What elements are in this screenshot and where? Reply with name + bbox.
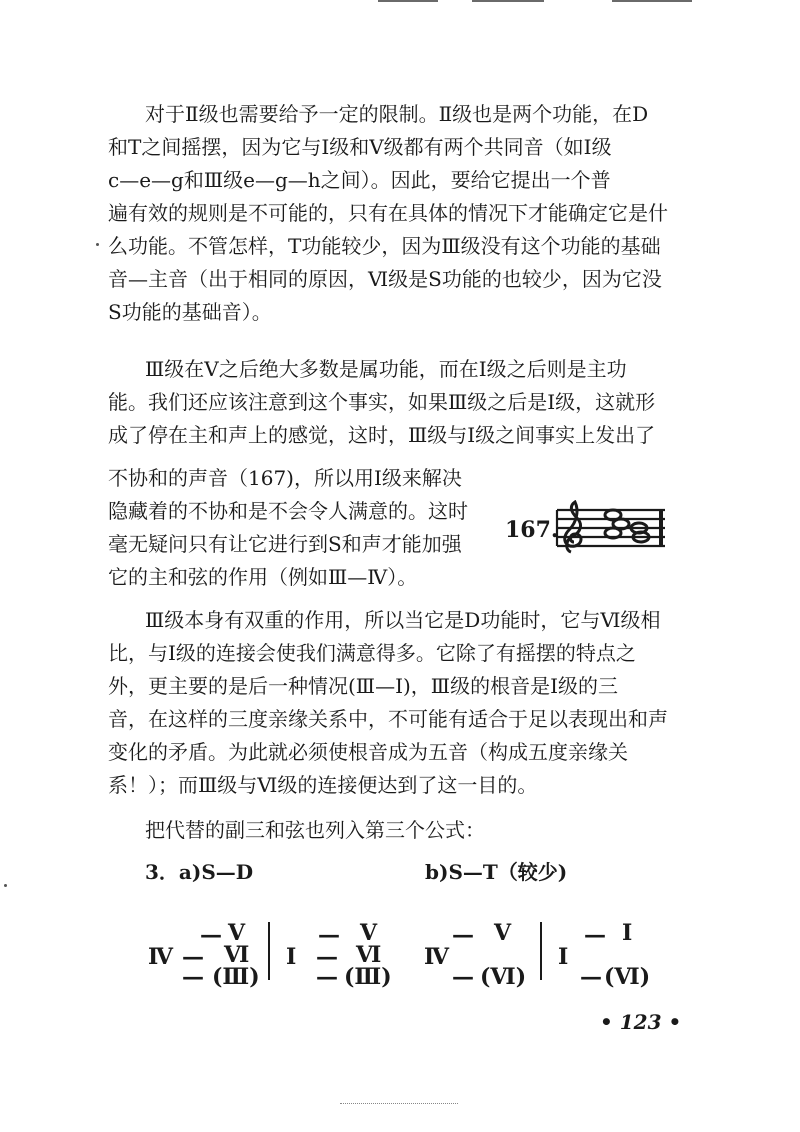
chord-lower: (Ⅵ) [604, 964, 651, 990]
text-line: 毫无疑问只有让它进行到S和声才能加强 [108, 532, 462, 556]
scan-speck [4, 884, 7, 887]
text-line: Ⅲ级本身有双重的作用，所以当它是D功能时，它与Ⅵ级相 [145, 608, 661, 632]
text-line: 不协和的声音（167)，所以用Ⅰ级来解决 [108, 466, 462, 490]
text-line: 音—主音（出于相同的原因，Ⅵ级是S功能的也较少，因为它没 [108, 267, 662, 291]
paragraph-2 [108, 353, 686, 452]
chord-dash: — [316, 944, 338, 970]
chord-lower: (Ⅲ) [212, 964, 260, 990]
text-line: S功能的基础音）。 [108, 300, 272, 324]
chord-upper: Ⅴ [360, 920, 378, 946]
text-line: 和T之间摇摆，因为它与Ⅰ级和Ⅴ级都有两个共同音（如Ⅰ级 [108, 135, 612, 159]
text-line: 么功能。不管怎样，T功能较少，因为Ⅲ级没有这个功能的基础 [108, 234, 661, 258]
text-line: 变化的矛盾。为此就必须使根音成为五音（构成五度亲缘关 [108, 740, 628, 764]
text-line: 系！）；而Ⅲ级与Ⅵ级的连接便达到了这一目的。 [108, 773, 538, 797]
page-number: • 123 • [600, 1010, 682, 1034]
barline [268, 922, 270, 980]
text-line: c—e—g和Ⅲ级e—g—h之间）。因此，要给它提出一个普 [108, 168, 611, 192]
chord-lower: (Ⅵ) [480, 964, 527, 990]
chord-root: Ⅰ [286, 944, 297, 970]
example-label: 167. [505, 517, 559, 543]
chord-root: Ⅳ [148, 944, 173, 970]
paragraph-3 [108, 462, 488, 594]
text-line: Ⅲ级在Ⅴ之后绝大多数是属功能，而在Ⅰ级之后则是主功 [145, 357, 627, 381]
chord-upper-dash: — [452, 922, 474, 948]
text-line: 音，在这样的三度亲缘关系中，不可能有适合于足以表现出和声 [108, 707, 668, 731]
chord-upper: Ⅴ [494, 920, 512, 946]
text-line: 成了停在主和声上的感觉，这时，Ⅲ级与Ⅰ级之间事实上发出了 [108, 423, 656, 447]
chord-upper-dash: — [584, 922, 606, 948]
chord-upper-dash: — [200, 922, 222, 948]
paragraph-1 [108, 98, 686, 329]
chord-upper: Ⅴ [228, 920, 246, 946]
text-line: 比，与Ⅰ级的连接会使我们满意得多。它除了有摇摆的特点之 [108, 641, 636, 665]
chord-middle: Ⅵ [356, 942, 382, 968]
chord-root: Ⅳ [424, 944, 449, 970]
text-line: 遍有效的规则是不可能的，只有在具体的情况下才能确定它是什 [108, 201, 668, 225]
music-example-167 [555, 500, 667, 556]
scan-edge-line [612, 0, 692, 2]
text-line: 把代替的副三和弦也列入第三个公式： [145, 818, 485, 842]
chord-root: Ⅰ [558, 944, 569, 970]
text-line: 它的主和弦的作用（例如Ⅲ—Ⅳ）。 [108, 565, 418, 589]
formula-3a: 3．a)S—D [145, 860, 254, 884]
paragraph-5 [145, 814, 665, 847]
scan-edge-line [378, 0, 438, 2]
chord-upper-dash: — [318, 922, 340, 948]
chord-lower: (Ⅲ) [344, 964, 392, 990]
whole-note [605, 510, 621, 520]
chord-lower-dash: — [316, 964, 338, 990]
paragraph-4 [108, 604, 686, 802]
barline [540, 922, 542, 980]
text-line: 隐藏着的不协和是不会令人满意的。这时 [108, 499, 468, 523]
formula-3b: b)S—T（较少) [425, 860, 568, 884]
chord-dash: — [182, 944, 204, 970]
scan-edge-line [472, 0, 544, 2]
chord-upper: Ⅰ [622, 920, 633, 946]
chord-middle: Ⅵ [224, 942, 250, 968]
chord-lower-dash: — [452, 964, 474, 990]
scan-speck [96, 243, 99, 246]
text-line: 对于Ⅱ级也需要给予一定的限制。Ⅱ级也是两个功能，在D [145, 102, 649, 126]
chord-lower-dash: — [182, 964, 204, 990]
scan-edge-dots [340, 1103, 458, 1105]
chord-lower-dash: — [580, 964, 602, 990]
text-line: 外，更主要的是后一种情况(Ⅲ—Ⅰ)，Ⅲ级的根音是Ⅰ级的三 [108, 674, 618, 698]
text-line: 能。我们还应该注意到这个事实，如果Ⅲ级之后是Ⅰ级，这就形 [108, 390, 656, 414]
